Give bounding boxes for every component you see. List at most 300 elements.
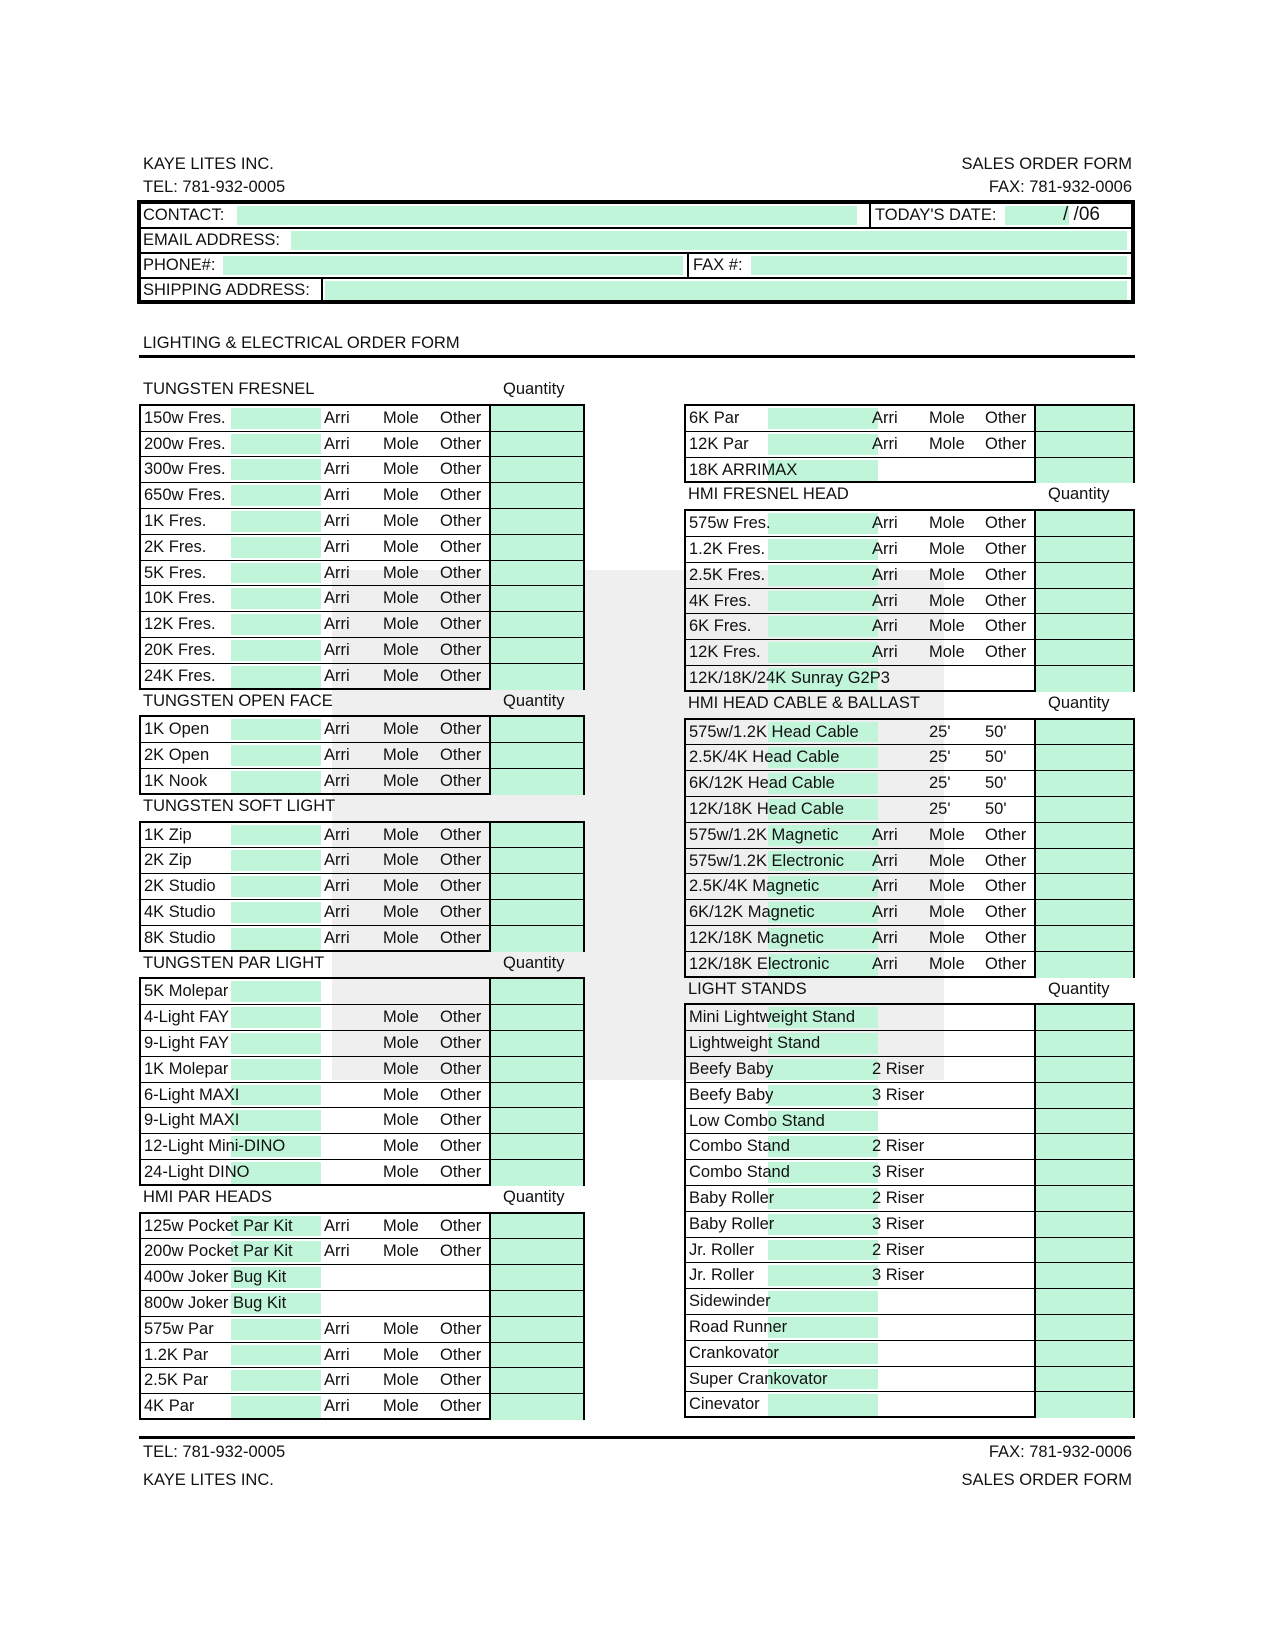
option-mole[interactable]: Mole	[383, 666, 419, 685]
quantity-input[interactable]	[489, 1057, 583, 1082]
option-arri[interactable]: Arri	[324, 1371, 350, 1390]
option-other[interactable]: Other	[985, 643, 1027, 662]
description-field[interactable]	[768, 565, 878, 586]
quantity-input[interactable]	[1034, 1367, 1133, 1392]
option-mole[interactable]: Mole	[929, 954, 965, 973]
quantity-input[interactable]	[489, 509, 583, 534]
description-field[interactable]	[768, 1265, 878, 1286]
option-mole[interactable]: Mole	[383, 902, 419, 921]
quantity-input[interactable]	[489, 1394, 583, 1420]
option-mole[interactable]: Mole	[383, 1033, 419, 1052]
quantity-input[interactable]	[489, 1317, 583, 1342]
quantity-input[interactable]	[489, 1160, 583, 1186]
option-other[interactable]: Other	[440, 640, 482, 659]
quantity-input[interactable]	[1034, 614, 1133, 639]
item-name: 575w/1.2K Magnetic	[689, 825, 839, 844]
option-mole[interactable]: Mole	[383, 640, 419, 659]
option-other[interactable]: Other	[440, 666, 482, 685]
option-other[interactable]: Other	[985, 903, 1027, 922]
option-other[interactable]: Other	[440, 1059, 482, 1078]
option-arri[interactable]: Arri	[872, 514, 898, 533]
option-mole[interactable]: Mole	[929, 928, 965, 947]
description-field[interactable]	[231, 588, 321, 609]
option-arri[interactable]: Arri	[872, 903, 898, 922]
quantity-input[interactable]	[489, 561, 583, 586]
description-field[interactable]	[231, 1059, 321, 1080]
item-name: 5K Molepar	[144, 982, 229, 1001]
option-other[interactable]: Other	[985, 851, 1027, 870]
option-arri[interactable]: Arri	[872, 617, 898, 636]
quantity-input[interactable]	[1034, 874, 1133, 899]
quantity-input[interactable]	[489, 432, 583, 457]
option-arri[interactable]: Arri	[872, 851, 898, 870]
option-other[interactable]: Other	[440, 563, 482, 582]
description-field[interactable]	[768, 1214, 878, 1235]
option-other[interactable]: Other	[440, 1371, 482, 1390]
option-arri[interactable]: 2 Riser	[872, 1188, 925, 1207]
description-field[interactable]	[231, 563, 321, 584]
description-field[interactable]	[231, 981, 321, 1002]
option-mole[interactable]: Mole	[383, 589, 419, 608]
option-arri[interactable]: 2 Riser	[872, 1137, 925, 1156]
option-mole[interactable]: Mole	[929, 617, 965, 636]
option-arri[interactable]: Arri	[872, 877, 898, 896]
option-arri[interactable]: Arri	[872, 409, 898, 427]
option-mole[interactable]: Mole	[383, 1371, 419, 1390]
option-arri[interactable]: Arri	[324, 851, 350, 870]
quantity-input[interactable]	[1034, 1083, 1133, 1108]
option-arri[interactable]: Arri	[324, 1345, 350, 1364]
quantity-input[interactable]	[489, 1239, 583, 1264]
option-other[interactable]: Other	[440, 589, 482, 608]
option-mole[interactable]: Mole	[929, 434, 965, 453]
phone-field[interactable]	[223, 256, 683, 275]
option-arri[interactable]: Arri	[324, 1319, 350, 1338]
option-mole[interactable]: Mole	[383, 877, 419, 896]
description-field[interactable]	[231, 825, 321, 846]
description-field[interactable]	[768, 1188, 878, 1209]
item-name: Low Combo Stand	[689, 1111, 825, 1130]
option-mole[interactable]: Mole	[383, 537, 419, 556]
table-row	[141, 535, 583, 561]
quantity-input[interactable]	[1034, 797, 1133, 822]
table-tungsten-fresnel	[139, 404, 585, 690]
quantity-input[interactable]	[1034, 589, 1133, 614]
option-other[interactable]: Other	[440, 1319, 482, 1338]
quantity-input[interactable]	[1034, 1315, 1133, 1340]
quantity-input[interactable]	[489, 823, 583, 848]
description-field[interactable]	[231, 1370, 321, 1391]
option-mole[interactable]: Mole	[383, 1008, 419, 1027]
description-field[interactable]	[231, 614, 321, 635]
option-other[interactable]: Other	[985, 409, 1027, 427]
option-other[interactable]: Other	[985, 617, 1027, 636]
description-field[interactable]	[231, 771, 321, 793]
description-field[interactable]	[768, 1291, 878, 1312]
option-arri[interactable]: 2 Riser	[872, 1240, 925, 1259]
description-field[interactable]	[768, 1343, 878, 1364]
quantity-input[interactable]	[1034, 1289, 1133, 1314]
option-other[interactable]: Other	[440, 1162, 482, 1181]
option-mole[interactable]: Mole	[929, 565, 965, 584]
option-other[interactable]: Other	[440, 1345, 482, 1364]
option-mole[interactable]: Mole	[383, 434, 419, 453]
description-field[interactable]	[231, 850, 321, 871]
table-row	[141, 1134, 583, 1160]
quantity-input[interactable]	[489, 874, 583, 899]
quantity-input[interactable]	[1034, 745, 1133, 770]
quantity-input[interactable]	[1034, 1160, 1133, 1185]
quantity-input[interactable]	[489, 926, 583, 952]
item-name: 6K/12K Magnetic	[689, 903, 815, 922]
option-arri[interactable]: Arri	[872, 643, 898, 662]
option-arri[interactable]: Arri	[324, 537, 350, 556]
option-other[interactable]: Other	[440, 615, 482, 634]
item-name: 1K Open	[144, 720, 210, 739]
option-other[interactable]: Other	[440, 771, 482, 790]
option-other[interactable]: Other	[440, 1033, 482, 1052]
quantity-input[interactable]	[489, 457, 583, 482]
quantity-input[interactable]	[1034, 640, 1133, 665]
option-other[interactable]: Other	[985, 539, 1027, 558]
description-field[interactable]	[231, 1396, 321, 1418]
option-arri[interactable]: Arri	[324, 408, 350, 427]
description-field[interactable]	[231, 1007, 321, 1028]
option-mole[interactable]: Mole	[929, 539, 965, 558]
quantity-input[interactable]	[1034, 952, 1133, 978]
option-arri[interactable]: 2 Riser	[872, 1059, 925, 1078]
option-other[interactable]: Other	[440, 511, 482, 530]
option-other[interactable]: Other	[985, 954, 1027, 973]
quantity-input[interactable]	[1034, 1212, 1133, 1237]
option-other[interactable]: Other	[440, 460, 482, 479]
option-mole[interactable]: Mole	[929, 409, 965, 427]
option-mole[interactable]: Mole	[383, 511, 419, 530]
option-arri[interactable]: Arri	[324, 746, 350, 765]
item-name: 4K Fres.	[689, 591, 752, 610]
quantity-input[interactable]	[1034, 666, 1133, 692]
item-name: 1.2K Par	[144, 1345, 209, 1364]
option-other[interactable]: Other	[440, 1397, 482, 1416]
item-name: 24-Light DINO	[144, 1162, 250, 1181]
description-field[interactable]	[231, 1110, 321, 1131]
description-field[interactable]	[768, 642, 878, 663]
quantity-input[interactable]	[489, 1368, 583, 1393]
option-arri[interactable]: Arri	[324, 666, 350, 685]
option-other[interactable]: Other	[440, 877, 482, 896]
email-label: EMAIL ADDRESS:	[143, 231, 280, 249]
option-arri[interactable]: Arri	[324, 615, 350, 634]
item-name: 12K/18K Electronic	[689, 954, 830, 973]
quantity-input[interactable]	[489, 1134, 583, 1159]
option-other[interactable]: Other	[440, 746, 482, 765]
quantity-input[interactable]	[1034, 1134, 1133, 1159]
option-other[interactable]: 50'	[985, 774, 1007, 793]
quantity-input[interactable]	[489, 638, 583, 663]
description-field[interactable]	[768, 513, 878, 534]
option-arri[interactable]: Arri	[324, 460, 350, 479]
option-arri[interactable]: 3 Riser	[872, 1085, 925, 1104]
quantity-input[interactable]	[489, 900, 583, 925]
quantity-input[interactable]	[489, 1005, 583, 1030]
option-arri[interactable]: Arri	[872, 928, 898, 947]
quantity-input[interactable]	[1034, 1341, 1133, 1366]
quantity-input[interactable]	[489, 979, 583, 1004]
option-mole[interactable]: Mole	[383, 486, 419, 505]
description-field[interactable]	[231, 1033, 321, 1054]
option-arri[interactable]: Arri	[324, 1397, 350, 1416]
email-field[interactable]	[291, 231, 1127, 250]
description-field[interactable]	[768, 1394, 878, 1416]
option-mole[interactable]: 25'	[929, 722, 951, 741]
option-arri[interactable]: Arri	[324, 720, 350, 739]
option-other[interactable]: Other	[985, 825, 1027, 844]
quantity-input[interactable]	[489, 717, 583, 742]
option-arri[interactable]: Arri	[324, 640, 350, 659]
option-arri[interactable]: Arri	[324, 1242, 350, 1261]
description-field[interactable]	[231, 485, 321, 506]
option-arri[interactable]: Arri	[872, 954, 898, 973]
description-field[interactable]	[231, 434, 321, 455]
option-other[interactable]: Other	[985, 877, 1027, 896]
quantity-input[interactable]	[489, 1031, 583, 1056]
contact-field[interactable]	[237, 206, 857, 225]
option-arri[interactable]: Arri	[324, 486, 350, 505]
quantity-input[interactable]	[489, 1083, 583, 1108]
item-name: 6K/12K Head Cable	[689, 774, 835, 793]
description-field[interactable]	[231, 902, 321, 923]
item-name: Sidewinder	[689, 1292, 771, 1311]
option-other[interactable]: 50'	[985, 748, 1007, 767]
description-field[interactable]	[231, 666, 321, 688]
option-other[interactable]: 50'	[985, 799, 1007, 818]
option-mole[interactable]: Mole	[383, 1111, 419, 1130]
option-arri[interactable]: Arri	[324, 902, 350, 921]
option-other[interactable]: Other	[985, 928, 1027, 947]
option-mole[interactable]: Mole	[929, 851, 965, 870]
quantity-input[interactable]	[1034, 511, 1133, 536]
item-name: 12-Light Mini-DINO	[144, 1137, 286, 1156]
option-other[interactable]: Other	[440, 1085, 482, 1104]
quantity-input[interactable]	[489, 1265, 583, 1290]
table-row	[686, 1341, 1133, 1367]
quantity-input[interactable]	[1034, 1263, 1133, 1288]
quantity-input[interactable]	[1034, 1005, 1133, 1030]
option-other[interactable]: Other	[440, 825, 482, 844]
option-mole[interactable]: Mole	[383, 563, 419, 582]
fax-field[interactable]	[751, 256, 1127, 275]
option-mole[interactable]: Mole	[383, 720, 419, 739]
quantity-input[interactable]	[1034, 1238, 1133, 1263]
quantity-input[interactable]	[1034, 406, 1133, 431]
description-field[interactable]	[768, 434, 878, 455]
option-mole[interactable]: Mole	[383, 1085, 419, 1104]
option-other[interactable]: 50'	[985, 722, 1007, 741]
option-other[interactable]: Other	[985, 565, 1027, 584]
quantity-input[interactable]	[489, 586, 583, 611]
quantity-input[interactable]	[1034, 1186, 1133, 1211]
description-field[interactable]	[768, 1085, 878, 1106]
quantity-input[interactable]	[1034, 1109, 1133, 1134]
option-mole[interactable]: Mole	[383, 1345, 419, 1364]
option-other[interactable]: Other	[440, 1137, 482, 1156]
quantity-input[interactable]	[489, 612, 583, 637]
description-field[interactable]	[768, 1240, 878, 1261]
option-other[interactable]: Other	[440, 408, 482, 427]
option-other[interactable]: Other	[440, 434, 482, 453]
quantity-input[interactable]	[489, 483, 583, 508]
description-field[interactable]	[231, 745, 321, 766]
option-other[interactable]: Other	[440, 928, 482, 947]
item-name: 24K Fres.	[144, 666, 216, 685]
option-arri[interactable]: Arri	[324, 511, 350, 530]
description-field[interactable]	[231, 928, 321, 950]
option-arri[interactable]: Arri	[324, 1216, 350, 1235]
option-other[interactable]: Other	[440, 1216, 482, 1235]
option-other[interactable]: Other	[440, 1111, 482, 1130]
item-name: Beefy Baby	[689, 1085, 774, 1104]
option-other[interactable]: Other	[440, 1008, 482, 1027]
option-mole[interactable]: Mole	[383, 460, 419, 479]
date-field[interactable]	[1005, 206, 1069, 225]
quantity-input[interactable]	[489, 743, 583, 768]
option-other[interactable]: Other	[985, 591, 1027, 610]
option-mole[interactable]: Mole	[383, 928, 419, 947]
quantity-input[interactable]	[1034, 1057, 1133, 1082]
option-mole[interactable]: 25'	[929, 774, 951, 793]
quantity-input[interactable]	[489, 1291, 583, 1316]
option-arri[interactable]: Arri	[872, 825, 898, 844]
quantity-input[interactable]	[489, 1108, 583, 1133]
quantity-header: Quantity	[503, 380, 565, 398]
table-row	[686, 952, 1133, 978]
option-arri[interactable]: 3 Riser	[872, 1214, 925, 1233]
quantity-input[interactable]	[1034, 432, 1133, 457]
description-field[interactable]	[231, 640, 321, 661]
description-field[interactable]	[231, 537, 321, 558]
option-arri[interactable]: Arri	[324, 825, 350, 844]
description-field[interactable]	[231, 511, 321, 532]
option-mole[interactable]: Mole	[383, 1319, 419, 1338]
quantity-input[interactable]	[1034, 849, 1133, 874]
quantity-input[interactable]	[1034, 1031, 1133, 1056]
option-arri[interactable]: 3 Riser	[872, 1163, 925, 1182]
option-other[interactable]: Other	[440, 537, 482, 556]
option-mole[interactable]: Mole	[929, 591, 965, 610]
contact-row	[141, 204, 1131, 229]
option-mole[interactable]: Mole	[383, 771, 419, 790]
option-mole[interactable]: Mole	[383, 1216, 419, 1235]
quantity-input[interactable]	[1034, 563, 1133, 588]
option-mole[interactable]: Mole	[383, 408, 419, 427]
shipping-field[interactable]	[325, 281, 1127, 300]
option-mole[interactable]: Mole	[383, 615, 419, 634]
description-field[interactable]	[768, 616, 878, 637]
option-arri[interactable]: Arri	[324, 589, 350, 608]
table-row	[141, 1368, 583, 1394]
table-tungsten-par-light	[139, 977, 585, 1185]
quantity-input[interactable]	[1034, 771, 1133, 796]
option-other[interactable]: Other	[985, 514, 1027, 533]
option-mole[interactable]: Mole	[383, 1137, 419, 1156]
description-field[interactable]	[231, 1085, 321, 1106]
table-row	[686, 458, 1133, 484]
quantity-input[interactable]	[489, 664, 583, 690]
option-mole[interactable]: 25'	[929, 799, 951, 818]
option-mole[interactable]: Mole	[929, 877, 965, 896]
option-mole[interactable]: Mole	[383, 1059, 419, 1078]
quantity-input[interactable]	[489, 1214, 583, 1239]
quantity-input[interactable]	[1034, 720, 1133, 745]
quantity-input[interactable]	[1034, 900, 1133, 925]
quantity-input[interactable]	[1034, 823, 1133, 848]
option-mole[interactable]: Mole	[383, 825, 419, 844]
description-field[interactable]	[768, 539, 878, 560]
option-mole[interactable]: Mole	[929, 514, 965, 533]
description-field[interactable]	[768, 1059, 878, 1080]
quantity-input[interactable]	[489, 769, 583, 795]
option-mole[interactable]: Mole	[929, 903, 965, 922]
option-arri[interactable]: Arri	[872, 591, 898, 610]
quantity-input[interactable]	[489, 406, 583, 431]
option-arri[interactable]: Arri	[872, 539, 898, 558]
item-name: 650w Fres.	[144, 486, 226, 505]
option-mole[interactable]: Mole	[383, 1397, 419, 1416]
description-field[interactable]	[231, 459, 321, 480]
option-mole[interactable]: Mole	[383, 851, 419, 870]
option-arri[interactable]: Arri	[324, 877, 350, 896]
option-other[interactable]: Other	[985, 434, 1027, 453]
option-arri[interactable]: 3 Riser	[872, 1266, 925, 1285]
option-mole[interactable]: Mole	[383, 1162, 419, 1181]
description-field[interactable]	[231, 876, 321, 897]
table-row	[686, 771, 1133, 797]
quantity-input[interactable]	[1034, 1392, 1133, 1418]
option-arri[interactable]: Arri	[324, 771, 350, 790]
description-field[interactable]	[231, 1345, 321, 1366]
option-other[interactable]: Other	[440, 1242, 482, 1261]
quantity-input[interactable]	[1034, 458, 1133, 484]
option-arri[interactable]: Arri	[324, 434, 350, 453]
option-mole[interactable]: Mole	[383, 746, 419, 765]
quantity-input[interactable]	[1034, 537, 1133, 562]
option-arri[interactable]: Arri	[324, 928, 350, 947]
option-other[interactable]: Other	[440, 486, 482, 505]
quantity-input[interactable]	[1034, 926, 1133, 951]
option-mole[interactable]: Mole	[929, 643, 965, 662]
description-field[interactable]	[768, 408, 878, 429]
table-row	[141, 1083, 583, 1109]
option-arri[interactable]: Arri	[872, 434, 898, 453]
divider	[687, 254, 689, 277]
quantity-input[interactable]	[489, 535, 583, 560]
option-mole[interactable]: Mole	[929, 825, 965, 844]
description-field[interactable]	[231, 1319, 321, 1340]
option-other[interactable]: Other	[440, 720, 482, 739]
table-row	[141, 874, 583, 900]
quantity-input[interactable]	[489, 1343, 583, 1368]
quantity-input[interactable]	[489, 848, 583, 873]
description-field[interactable]	[231, 719, 321, 740]
option-other[interactable]: Other	[440, 851, 482, 870]
option-arri[interactable]: Arri	[324, 563, 350, 582]
option-arri[interactable]: Arri	[872, 565, 898, 584]
description-field[interactable]	[231, 408, 321, 429]
description-field[interactable]	[768, 591, 878, 612]
option-other[interactable]: Other	[440, 902, 482, 921]
option-mole[interactable]: 25'	[929, 748, 951, 767]
option-mole[interactable]: Mole	[383, 1242, 419, 1261]
